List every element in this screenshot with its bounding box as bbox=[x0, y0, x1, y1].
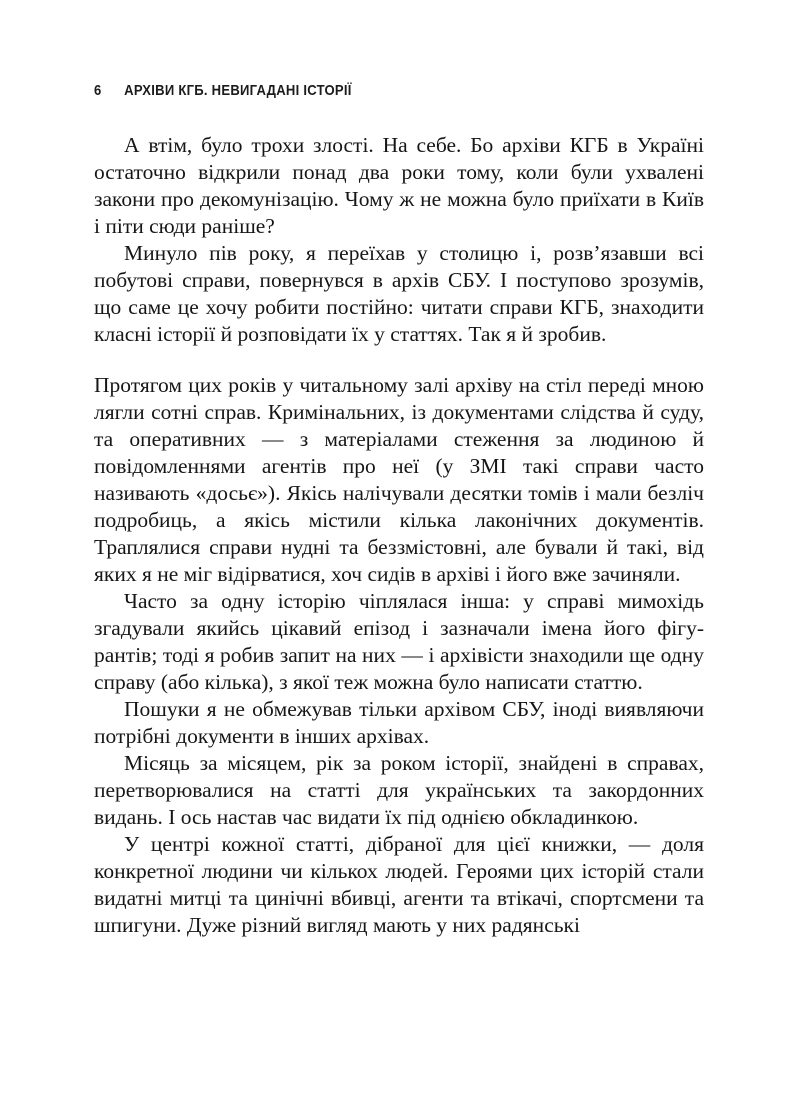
page-header bbox=[94, 82, 352, 99]
running-title: АРХІВИ КГБ. НЕВИГАДАНІ ІСТОРІЇ bbox=[124, 82, 352, 99]
page-body bbox=[94, 132, 704, 939]
body-paragraph-section-start: Протягом цих років у читальному залі архіву на стіл переді мною лягли сотні справ. Кримінальних, із документами слідства й суду, та оперативних — з матеріалами стеження за людиною й повідомленнями агентів про неї (у ЗМІ такі справи часто називають «досьє»). Якісь налічували десятки томів і мали безліч подробиць, а якісь містили кілька лаконічних документів. Траплялися справи нудні та беззмістовні, але бували й такі, від яких я не міг відірватися, хоч сидів в архіві і його вже зачиняли. bbox=[94, 373, 704, 586]
body-paragraph: У центрі кожної статті, дібраної для цієї книжки, — доля конкретної людини чи кількох людей. Героями цих історій стали видатні митці та цинічні вбивці, агенти та втікачі, спортсмени та шпигуни. Дуже різний вигляд мають у них радянські bbox=[94, 832, 704, 937]
body-paragraph: Часто за одну історію чіплялася інша: у справі мимохідь згадували якийсь цікавий епізод і зазначали імена його фігурантів; тоді я робив запит на них — і архівісти знаходили ще одну справу (або кілька), з якої теж можна було написати статтю. bbox=[94, 589, 704, 694]
body-paragraph: Пошуки я не обмежував тільки архівом СБУ, іноді виявляючи потрібні документи в інших архівах. bbox=[94, 697, 704, 748]
body-paragraph: А втім, було трохи злості. На себе. Бо архіви КГБ в Україні остаточно відкрили понад два роки тому, коли були ухвалені закони про декомунізацію. Чому ж не можна було приїхати в Київ і піти сюди раніше? bbox=[94, 133, 704, 238]
body-paragraph: Місяць за місяцем, рік за роком історії, знайдені в справах, перетворювалися на статті для українських та закордонних видань. І ось настав час видати їх під однією обкладинкою. bbox=[94, 751, 704, 829]
page-number: 6 bbox=[94, 82, 102, 99]
body-paragraph: Минуло пів року, я переїхав у столицю і, розв’язавши всі побутові справи, повернувся в архів СБУ. І поступово зрозумів, що саме це хочу робити постійно: читати справи КГБ, знаходити класні історії й розповідати їх у статтях. Так я й зробив. bbox=[94, 241, 704, 346]
